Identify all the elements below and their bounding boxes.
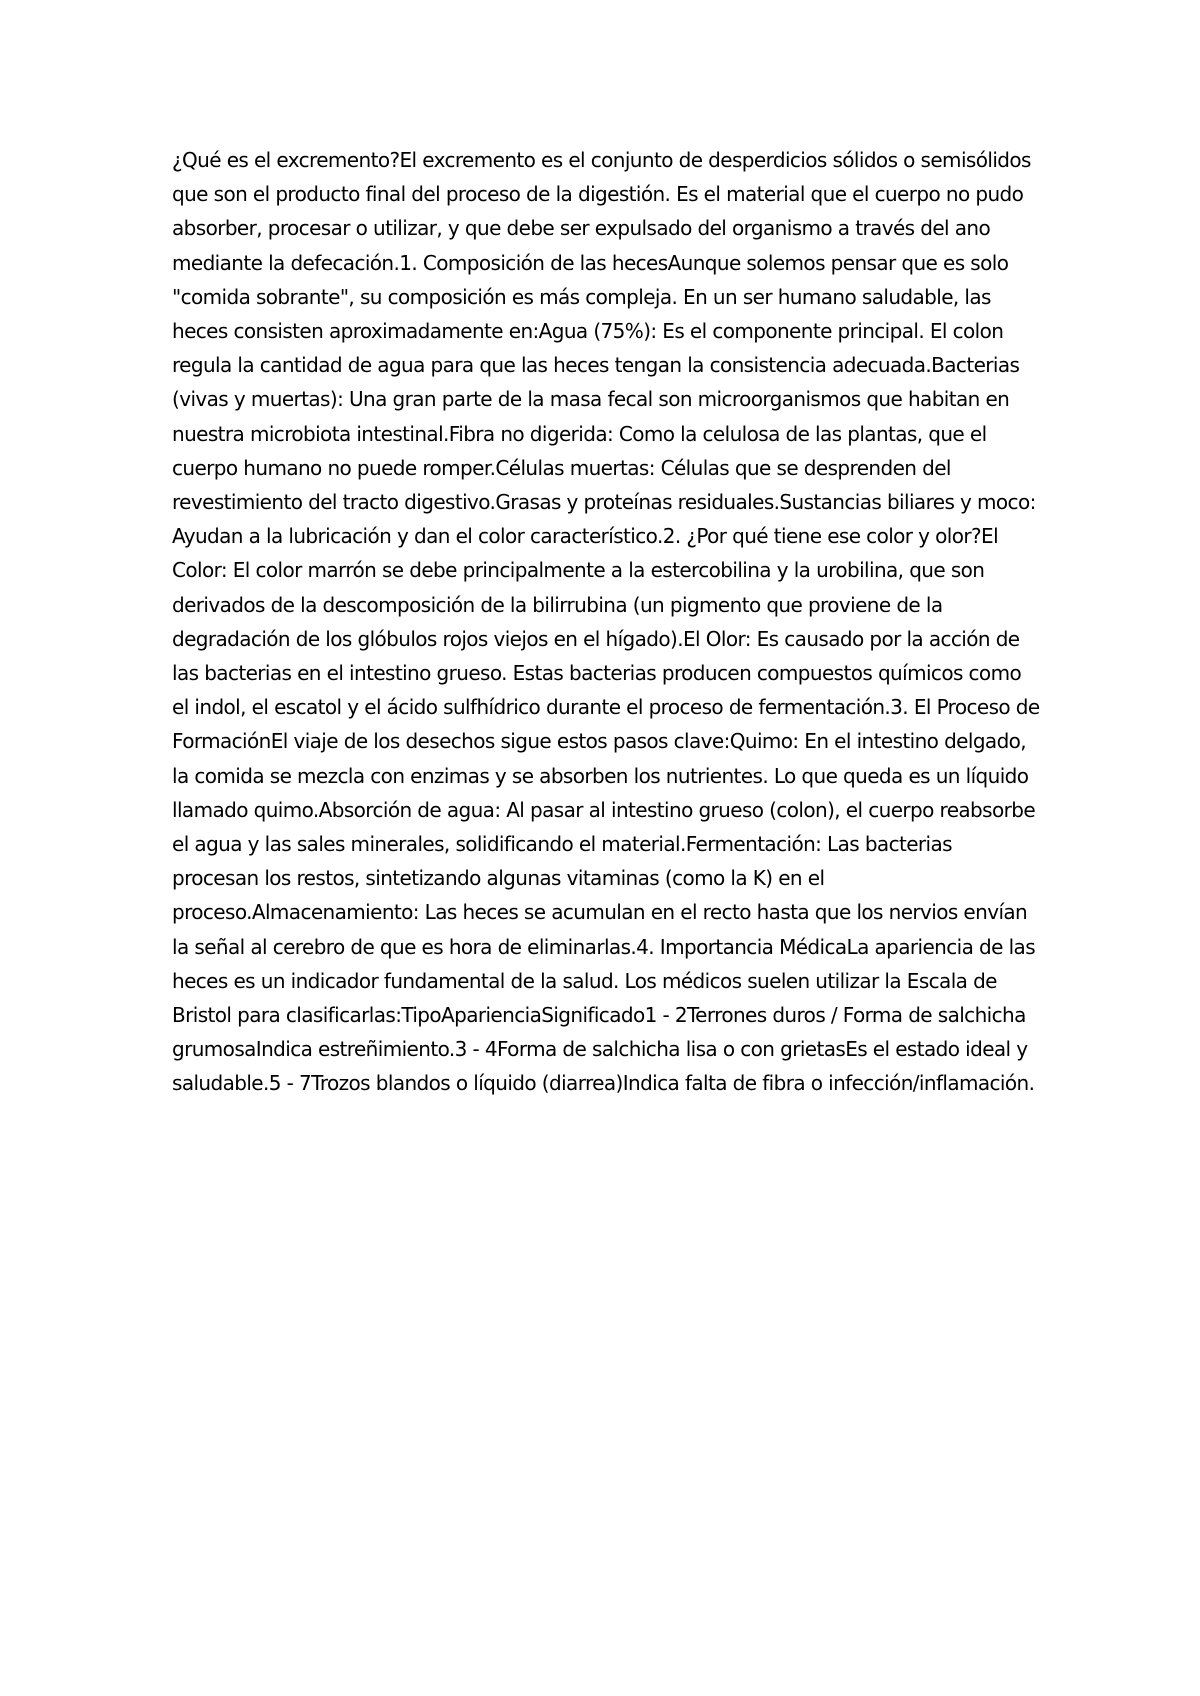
body-paragraph: ¿Qué es el excremento?El excremento es el conjunto de desperdicios sólidos o semisólidos que son el producto final del proceso de la digestión. Es el material que el cuerpo no pudo absorber, procesar o utilizar, y que debe ser expulsado del organismo a través del ano mediante la defecación.1. Composición de las hecesAunque solemos pensar que es solo "comida sobrante", su composición es más compleja. En un ser humano saludable, las heces consisten aproximadamente en:Agua (75%): Es el componente principal. El colon regula la cantidad de agua para que las heces tengan la consistencia adecuada.Bacterias (vivas y muertas): Una gran parte de la masa fecal son microorganismos que habitan en nuestra microbiota intestinal.Fibra no digerida: Como la celulosa de las plantas, que el cuerpo humano no puede romper.Células muertas: Células que se desprenden del revestimiento del tracto digestivo.Grasas y proteínas residuales.Sustancias biliares y moco: Ayudan a la lubricación y dan el color característico.2. ¿Por qué tiene ese color y olor?El Color: El color marrón se debe principalmente a la estercobilina y la urobilina, que son derivados de la descomposición de la bilirrubina (un pigmento que proviene de la degradación de los glóbulos rojos viejos en el hígado).El Olor: Es causado por la acción de las bacterias en el intestino grueso. Estas bacterias producen compuestos químicos como el indol, el escatol y el ácido sulfhídrico durante el proceso de fermentación.3. El Proceso de FormaciónEl viaje de los desechos sigue estos pasos clave:Quimo: En el intestino delgado, la comida se mezcla con enzimas y se absorben los nutrientes. Lo que queda es un líquido llamado quimo.Absorción de agua: Al pasar al intestino grueso (colon), el cuerpo reabsorbe el agua y las sales minerales, solidificando el material.Fermentación: Las bacterias procesan los restos, sintetizando algunas vitaminas (como la K) en el proceso.Almacenamiento: Las heces se acumulan en el recto hasta que los nervios envían la señal al cerebro de que es hora de eliminarlas.4. Importancia MédicaLa apariencia de las heces es un indicador fundamental de la salud. Los médicos suelen utilizar la Escala de Bristol para clasificarlas:TipoAparienciaSignificado1 - 2Terrones duros / Forma de salchicha grumosaIndica estreñimiento.3 - 4Forma de salchicha lisa o con grietasEs el estado ideal y saludable.5 - 7Trozos blandos o líquido (diarrea)Indica falta de fibra o infección/inflamación. [172,148,1040,1096]
